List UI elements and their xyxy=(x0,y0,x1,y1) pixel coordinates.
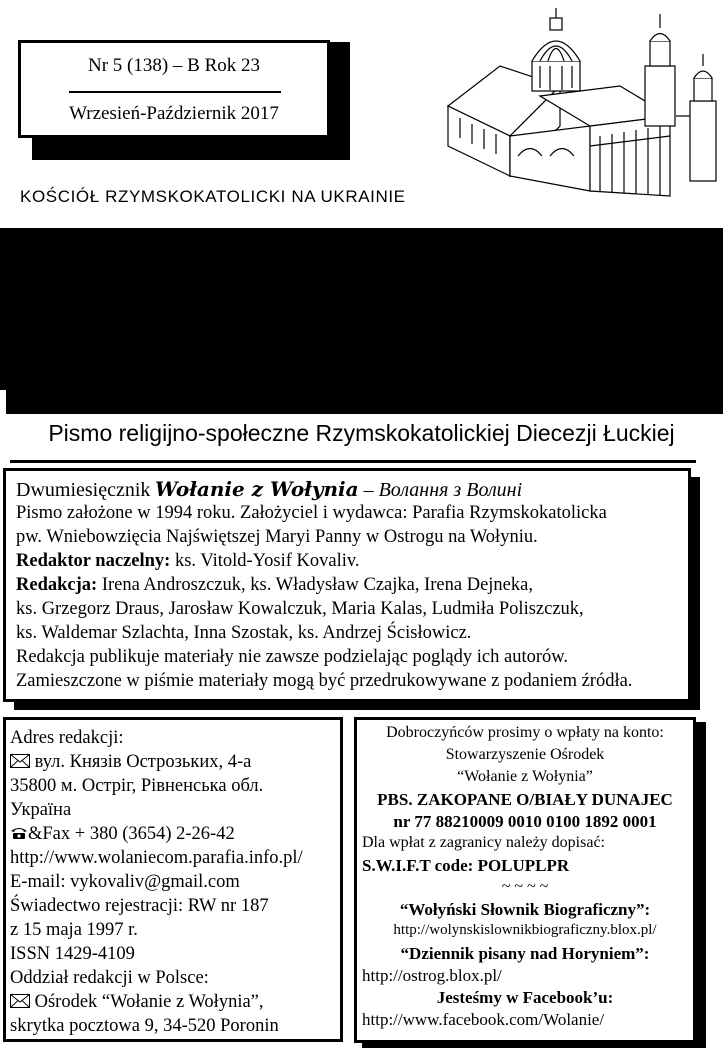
address-poland-center xyxy=(10,992,264,1013)
swift-code: S.W.I.F.T code: POLUPLPR xyxy=(362,856,570,875)
church-name: KOŚCIÓŁ RZYMSKOKATOLICKI NA UKRAINIE xyxy=(20,187,406,206)
address-street xyxy=(10,752,251,773)
address-email[interactable]: E-mail: vykovaliv@gmail.com xyxy=(10,872,240,892)
info-reprint: Zamieszczone w piśmie materiały mogą być przedrukowywane z podaniem źródła. xyxy=(16,671,633,691)
phone-icon xyxy=(10,826,28,840)
issue-number: Nr 5 (138) – B Rok 23 xyxy=(87,55,261,76)
info-disclaimer: Redakcja publikuje materiały nie zawsze podzielając poglądy ich autorów. xyxy=(16,647,569,667)
info-staff xyxy=(16,575,533,596)
dictionary-title: “Wołyński Słownik Biograficzny”: xyxy=(399,900,651,919)
address-heading: Adres redakcji: xyxy=(10,728,124,748)
donation-request: Dobroczyńców prosimy o wpłaty na konto: xyxy=(386,724,664,741)
address-website[interactable]: http://www.wolaniecom.parafia.info.pl/ xyxy=(10,848,303,868)
address-poland-center-text: Ośrodek “Wołanie z Wołynia”, xyxy=(30,992,264,1012)
separator-tildes: ~ ~ ~ ~ xyxy=(501,878,549,895)
info-heading-prefix: Dwumiesięcznik xyxy=(16,479,151,501)
address-poland-pobox: skrytka pocztowa 9, 34-520 Poronin xyxy=(10,1016,279,1036)
staff-label: Redakcja: xyxy=(16,575,98,595)
facebook-title: Jesteśmy w Facebook’u: xyxy=(436,988,614,1007)
info-founded: Pismo założone w 1994 roku. Założyciel i wydawca: Parafia Rzymskokatolicka xyxy=(16,503,607,523)
bank-box xyxy=(354,717,696,1043)
issue-date: Wrzesień-Październik 2017 xyxy=(69,103,279,124)
journal-title: Wołanie z Wołynia xyxy=(155,477,359,501)
banner-notch xyxy=(0,390,6,414)
title-banner xyxy=(0,228,723,414)
address-poland-heading: Oddział redakcji w Polsce: xyxy=(10,968,209,988)
envelope-icon xyxy=(10,994,30,1008)
editor-value: ks. Vitold-Yosif Kovaliv. xyxy=(170,551,360,571)
facebook-link[interactable]: http://www.facebook.com/Wolanie/ xyxy=(362,1010,605,1029)
info-heading-dash: – xyxy=(358,479,379,501)
church-drawing xyxy=(440,6,722,216)
association-name: Stowarzyszenie Ośrodek xyxy=(445,746,605,763)
address-phone-text: &Fax + 380 (3654) 2-26-42 xyxy=(28,824,235,844)
info-staff-2: ks. Grzegorz Draus, Jarosław Kowalczuk, Maria Kalas, Ludmiła Poliszczuk, xyxy=(16,599,584,619)
address-registration: Świadectwo rejestracji: RW nr 187 xyxy=(10,896,269,916)
address-city: 35800 м. Острiг, Рiвненська обл. xyxy=(10,776,264,796)
address-street-text: вул. Князів Острозьких, 4-а xyxy=(30,752,252,772)
info-heading xyxy=(16,477,522,502)
issue-divider xyxy=(69,91,281,93)
info-box xyxy=(3,468,691,702)
address-registration-date: z 15 maja 1997 r. xyxy=(10,920,138,940)
address-phone xyxy=(10,824,235,845)
address-box xyxy=(3,717,343,1042)
association-title: “Wołanie z Wołynia” xyxy=(457,768,593,785)
staff-value: Irena Androszczuk, ks. Władysław Czajka, Irena Dejneka, xyxy=(97,575,533,595)
issue-box xyxy=(18,40,330,138)
address-country: Україна xyxy=(10,800,72,820)
journal-title-ukr: Волання з Волині xyxy=(378,479,523,501)
info-editor xyxy=(16,551,360,572)
bank-account: nr 77 88210009 0010 0100 1892 0001 xyxy=(393,812,657,831)
address-issn: ISSN 1429-4109 xyxy=(10,944,135,964)
foreign-note: Dla wpłat z zagranicy należy dopisać: xyxy=(362,834,605,851)
info-staff-3: ks. Waldemar Szlachta, Inna Szostak, ks. Andrzej Ścisłowicz. xyxy=(16,623,472,643)
editor-label: Redaktor naczelny: xyxy=(16,551,171,571)
bank-name: PBS. ZAKOPANE O/BIAŁY DUNAJEC xyxy=(377,790,673,809)
diary-title: “Dziennik pisany nad Horyniem”: xyxy=(400,944,650,963)
info-parish: pw. Wniebowzięcia Najświętszej Maryi Panny w Ostrogu na Wołyniu. xyxy=(16,527,538,547)
diary-link[interactable]: http://ostrog.blox.pl/ xyxy=(362,966,502,985)
dictionary-link[interactable]: http://wolynskislownikbiograficzny.blox.pl/ xyxy=(393,922,657,938)
subtitle-divider xyxy=(10,460,696,463)
envelope-icon xyxy=(10,754,30,768)
subtitle: Pismo religijno-społeczne Rzymskokatolickiej Diecezji Łuckiej xyxy=(48,420,675,446)
